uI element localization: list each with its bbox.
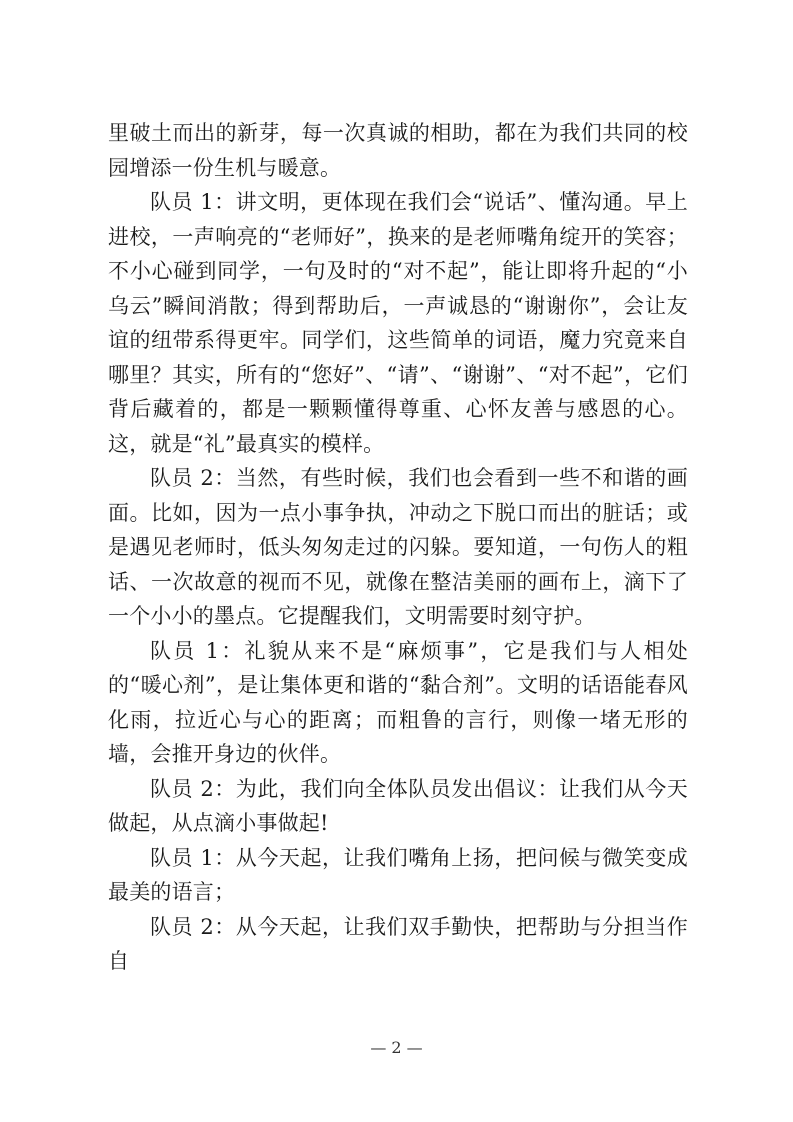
- paragraph-continuation: 里破土而出的新芽，每一次真诚的相助，都在为我们共同的校园增添一份生机与暖意。: [108, 121, 688, 180]
- paragraph-speaker-2-help: 队员 2：从今天起，让我们双手勤快，把帮助与分担当作自: [108, 914, 688, 973]
- paragraph-speaker-2-disharmony: 队员 2：当然，有些时候，我们也会看到一些不和谐的画面。比如，因为一点小事争执，冲动之下脱口而出的脏话；或是遇见老师时，低头匆匆走过的闪躲。要知道，一句伤人的粗话、一次故意的视而不见，就像在整洁美丽的画布上，滴下了一个小小的墨点。它提醒我们，文明需要时刻守护。: [108, 466, 688, 628]
- paragraph-speaker-1-courtesy: 队员 1：讲文明，更体现在我们会“说话”、懂沟通。早上进校，一声响亮的“老师好”，换来的是老师嘴角绽开的笑容；不小心碰到同学，一句及时的“对不起”，能让即将升起的“小乌云”瞬间消散；得到帮助后，一声诚恳的“谢谢你”，会让友谊的纽带系得更牢。同学们，这些简单的词语，魔力究竟来自哪里？其实，所有的“您好”、“请”、“谢谢”、“对不起”，它们背后藏着的，都是一颗颗懂得尊重、心怀友善与感恩的心。这，就是“礼”最真实的模样。: [108, 190, 688, 456]
- document-body: [108, 116, 688, 979]
- paragraph-speaker-2-initiative: 队员 2：为此，我们向全体队员发出倡议：让我们从今天做起，从点滴小事做起!: [108, 776, 688, 835]
- paragraph-speaker-1-politeness: 队员 1：礼貌从来不是“麻烦事”，它是我们与人相处的“暖心剂”，是让集体更和谐的“黏合剂”。文明的话语能春风化雨，拉近心与心的距离；而粗鲁的言行，则像一堵无形的墙，会推开身边的伙伴。: [108, 638, 688, 766]
- page-number: — 2 —: [370, 1038, 423, 1057]
- paragraph-speaker-1-smile: 队员 1：从今天起，让我们嘴角上扬，把问候与微笑变成最美的语言；: [108, 845, 688, 904]
